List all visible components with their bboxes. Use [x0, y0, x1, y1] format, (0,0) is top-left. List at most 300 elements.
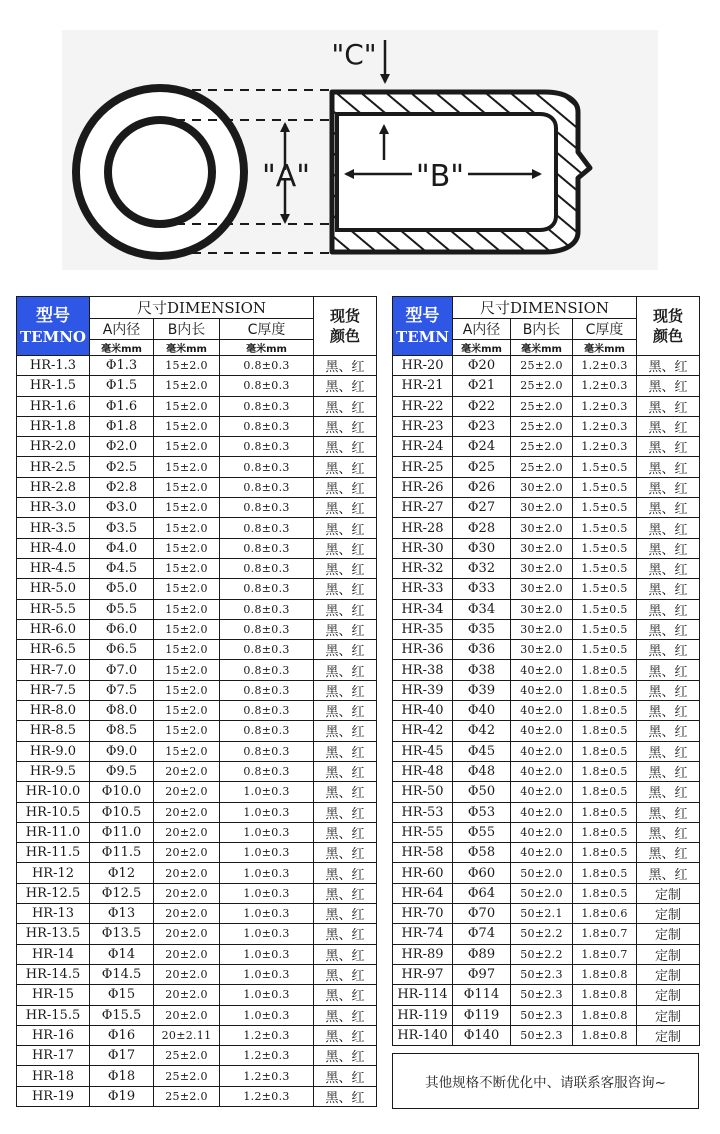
thickness-cell: 1.5±0.5 — [573, 640, 637, 660]
model-cell: HR-5.5 — [17, 599, 90, 619]
inner-diameter-cell: Φ25 — [453, 457, 511, 477]
inner-length-cell: 20±2.0 — [154, 985, 220, 1005]
table-row — [17, 1025, 377, 1045]
inner-length-cell: 50±2.3 — [511, 1005, 573, 1025]
inner-length-cell: 15±2.0 — [154, 356, 220, 376]
stock-color-cell: 黑、红 — [314, 437, 377, 457]
thickness-cell: 1.0±0.3 — [220, 904, 314, 924]
header-unit-b: 毫米mm — [154, 340, 220, 356]
model-cell: HR-35 — [393, 619, 453, 639]
inner-diameter-cell: Φ2.8 — [90, 477, 154, 497]
inner-diameter-cell: Φ22 — [453, 396, 511, 416]
model-cell: HR-4.5 — [17, 558, 90, 578]
table-row — [17, 741, 377, 761]
inner-length-cell: 15±2.0 — [154, 477, 220, 497]
table-row — [393, 904, 700, 924]
table-row — [17, 437, 377, 457]
stock-color-cell: 黑、红 — [314, 660, 377, 680]
inner-diameter-cell: Φ97 — [453, 964, 511, 984]
model-cell: HR-140 — [393, 1025, 453, 1045]
inner-length-cell: 40±2.0 — [511, 660, 573, 680]
inner-diameter-cell: Φ4.0 — [90, 538, 154, 558]
model-cell: HR-38 — [393, 660, 453, 680]
stock-color-cell: 黑、红 — [637, 477, 700, 497]
inner-diameter-cell: Φ27 — [453, 498, 511, 518]
model-cell: HR-30 — [393, 538, 453, 558]
inner-length-cell: 40±2.0 — [511, 680, 573, 700]
stock-color-cell: 黑、红 — [314, 579, 377, 599]
table-row — [393, 660, 700, 680]
stock-color-cell: 黑、红 — [314, 985, 377, 1005]
thickness-cell: 0.8±0.3 — [220, 437, 314, 457]
thickness-cell: 0.8±0.3 — [220, 356, 314, 376]
model-cell: HR-10.5 — [17, 802, 90, 822]
thickness-cell: 1.5±0.5 — [573, 498, 637, 518]
stock-color-cell: 黑、红 — [314, 964, 377, 984]
thickness-cell: 1.0±0.3 — [220, 822, 314, 842]
model-cell: HR-45 — [393, 741, 453, 761]
model-cell: HR-36 — [393, 640, 453, 660]
model-cell: HR-27 — [393, 498, 453, 518]
table-row — [17, 782, 377, 802]
stock-color-cell: 黑、红 — [314, 904, 377, 924]
table-row — [393, 356, 700, 376]
inner-length-cell: 40±2.0 — [511, 741, 573, 761]
table-row — [17, 883, 377, 903]
thickness-cell: 1.5±0.5 — [573, 558, 637, 578]
table-row — [393, 944, 700, 964]
table-row — [393, 640, 700, 660]
model-cell: HR-1.6 — [17, 396, 90, 416]
stock-color-cell: 黑、红 — [637, 376, 700, 396]
inner-diameter-cell: Φ39 — [453, 680, 511, 700]
end-cap-dimension-diagram — [0, 0, 720, 290]
inner-diameter-cell: Φ11.5 — [90, 843, 154, 863]
inner-length-cell: 15±2.0 — [154, 599, 220, 619]
inner-diameter-cell: Φ140 — [453, 1025, 511, 1045]
inner-diameter-cell: Φ53 — [453, 802, 511, 822]
inner-length-cell: 30±2.0 — [511, 640, 573, 660]
thickness-cell: 1.8±0.5 — [573, 863, 637, 883]
inner-diameter-cell: Φ42 — [453, 721, 511, 741]
model-cell: HR-114 — [393, 985, 453, 1005]
model-cell: HR-2.8 — [17, 477, 90, 497]
thickness-cell: 1.8±0.5 — [573, 701, 637, 721]
model-cell: HR-13.5 — [17, 924, 90, 944]
inner-length-cell: 15±2.0 — [154, 396, 220, 416]
inner-length-cell: 15±2.0 — [154, 498, 220, 518]
table-row — [17, 701, 377, 721]
inner-length-cell: 40±2.0 — [511, 701, 573, 721]
thickness-cell: 1.2±0.3 — [573, 376, 637, 396]
inner-length-cell: 20±2.11 — [154, 1025, 220, 1045]
stock-color-cell: 黑、红 — [314, 924, 377, 944]
inner-diameter-cell: Φ36 — [453, 640, 511, 660]
table-row — [393, 437, 700, 457]
table-row — [17, 1066, 377, 1086]
model-cell: HR-28 — [393, 518, 453, 538]
model-cell: HR-11.5 — [17, 843, 90, 863]
model-cell: HR-23 — [393, 416, 453, 436]
thickness-cell: 1.0±0.3 — [220, 802, 314, 822]
thickness-cell: 0.8±0.3 — [220, 680, 314, 700]
table-row — [393, 843, 700, 863]
model-cell: HR-3.0 — [17, 498, 90, 518]
inner-length-cell: 50±2.2 — [511, 944, 573, 964]
stock-color-cell: 黑、红 — [314, 376, 377, 396]
table-row — [17, 558, 377, 578]
dimension-c-label: "C" — [331, 38, 377, 71]
model-cell: HR-97 — [393, 964, 453, 984]
model-cell: HR-21 — [393, 376, 453, 396]
inner-length-cell: 40±2.0 — [511, 761, 573, 781]
table-row — [17, 640, 377, 660]
header-unit-a: 毫米mm — [453, 340, 511, 356]
inner-diameter-cell: Φ55 — [453, 822, 511, 842]
inner-diameter-cell: Φ60 — [453, 863, 511, 883]
inner-length-cell: 50±2.3 — [511, 1025, 573, 1045]
table-row — [393, 619, 700, 639]
stock-color-cell: 黑、红 — [637, 396, 700, 416]
header-model-en: TEMNO — [20, 327, 86, 346]
inner-length-cell: 25±2.0 — [511, 437, 573, 457]
thickness-cell: 1.0±0.3 — [220, 883, 314, 903]
model-cell: HR-19 — [17, 1086, 90, 1106]
table-row — [17, 680, 377, 700]
table-row — [393, 680, 700, 700]
stock-color-cell: 黑、红 — [637, 437, 700, 457]
header-stock-color — [314, 297, 377, 356]
stock-color-cell: 黑、红 — [637, 498, 700, 518]
inner-diameter-cell: Φ14.5 — [90, 964, 154, 984]
inner-length-cell: 15±2.0 — [154, 538, 220, 558]
header-dimension: 尺寸DIMENSION — [453, 297, 637, 319]
thickness-cell: 1.8±0.5 — [573, 660, 637, 680]
inner-length-cell: 15±2.0 — [154, 701, 220, 721]
model-cell: HR-1.3 — [17, 356, 90, 376]
table-row — [393, 376, 700, 396]
thickness-cell: 1.8±0.5 — [573, 741, 637, 761]
model-cell: HR-60 — [393, 863, 453, 883]
stock-color-cell: 黑、红 — [637, 538, 700, 558]
model-cell: HR-10.0 — [17, 782, 90, 802]
inner-diameter-cell: Φ18 — [90, 1066, 154, 1086]
stock-color-cell: 黑、红 — [314, 477, 377, 497]
stock-color-cell: 黑、红 — [637, 843, 700, 863]
table-row — [393, 741, 700, 761]
model-cell: HR-3.5 — [17, 518, 90, 538]
thickness-cell: 1.8±0.8 — [573, 1025, 637, 1045]
model-cell: HR-53 — [393, 802, 453, 822]
inner-diameter-cell: Φ89 — [453, 944, 511, 964]
stock-color-cell: 黑、红 — [314, 843, 377, 863]
inner-diameter-cell: Φ24 — [453, 437, 511, 457]
model-cell: HR-64 — [393, 883, 453, 903]
table-row — [393, 761, 700, 781]
inner-diameter-cell: Φ2.5 — [90, 457, 154, 477]
inner-diameter-cell: Φ8.0 — [90, 701, 154, 721]
stock-color-cell: 黑、红 — [314, 863, 377, 883]
header-model-en: TEMN — [396, 327, 449, 346]
thickness-cell: 1.2±0.3 — [573, 416, 637, 436]
table-row — [393, 498, 700, 518]
table-row — [17, 924, 377, 944]
header-col-c: C厚度 — [220, 319, 314, 340]
thickness-cell: 1.0±0.3 — [220, 1005, 314, 1025]
thickness-cell: 0.8±0.3 — [220, 396, 314, 416]
model-cell: HR-14 — [17, 944, 90, 964]
thickness-cell: 1.5±0.5 — [573, 599, 637, 619]
stock-color-cell: 黑、红 — [314, 782, 377, 802]
inner-length-cell: 50±2.0 — [511, 863, 573, 883]
inner-length-cell: 20±2.0 — [154, 782, 220, 802]
thickness-cell: 0.8±0.3 — [220, 701, 314, 721]
inner-length-cell: 20±2.0 — [154, 863, 220, 883]
stock-color-cell: 黑、红 — [637, 680, 700, 700]
table-row — [17, 396, 377, 416]
model-cell: HR-32 — [393, 558, 453, 578]
dimension-b-label: "B" — [415, 159, 465, 194]
table-row — [393, 883, 700, 903]
table-row — [17, 356, 377, 376]
inner-length-cell: 15±2.0 — [154, 579, 220, 599]
thickness-cell: 1.8±0.5 — [573, 843, 637, 863]
table-row — [17, 457, 377, 477]
inner-length-cell: 20±2.0 — [154, 843, 220, 863]
stock-color-cell: 黑、红 — [637, 782, 700, 802]
table-row — [17, 477, 377, 497]
inner-diameter-cell: Φ50 — [453, 782, 511, 802]
table-row — [17, 1005, 377, 1025]
thickness-cell: 1.2±0.3 — [220, 1025, 314, 1045]
stock-color-cell: 黑、红 — [314, 761, 377, 781]
thickness-cell: 0.8±0.3 — [220, 599, 314, 619]
model-cell: HR-18 — [17, 1066, 90, 1086]
stock-color-cell: 黑、红 — [314, 883, 377, 903]
inner-length-cell: 15±2.0 — [154, 558, 220, 578]
stock-color-cell: 黑、红 — [637, 558, 700, 578]
inner-length-cell: 15±2.0 — [154, 741, 220, 761]
inner-length-cell: 40±2.0 — [511, 822, 573, 842]
thickness-cell: 1.2±0.3 — [220, 1086, 314, 1106]
thickness-cell: 1.0±0.3 — [220, 782, 314, 802]
model-cell: HR-14.5 — [17, 964, 90, 984]
model-cell: HR-24 — [393, 437, 453, 457]
inner-length-cell: 50±2.0 — [511, 883, 573, 903]
inner-length-cell: 25±2.0 — [154, 1086, 220, 1106]
thickness-cell: 1.8±0.8 — [573, 1005, 637, 1025]
model-cell: HR-50 — [393, 782, 453, 802]
stock-color-cell: 黑、红 — [637, 802, 700, 822]
thickness-cell: 0.8±0.3 — [220, 518, 314, 538]
stock-color-cell: 黑、红 — [314, 1066, 377, 1086]
stock-color-cell: 黑、红 — [314, 599, 377, 619]
table-row — [393, 701, 700, 721]
inner-length-cell: 50±2.1 — [511, 904, 573, 924]
table-row — [393, 416, 700, 436]
stock-color-cell: 黑、红 — [314, 1005, 377, 1025]
model-cell: HR-6.0 — [17, 619, 90, 639]
inner-length-cell: 20±2.0 — [154, 924, 220, 944]
model-cell: HR-70 — [393, 904, 453, 924]
table-row — [17, 518, 377, 538]
inner-length-cell: 25±2.0 — [511, 416, 573, 436]
contact-note: 其他规格不断优化中、请联系客服咨询~ — [392, 1053, 699, 1109]
inner-length-cell: 30±2.0 — [511, 518, 573, 538]
table-row — [393, 599, 700, 619]
table-row — [17, 498, 377, 518]
stock-color-cell: 黑、红 — [314, 619, 377, 639]
inner-diameter-cell: Φ20 — [453, 356, 511, 376]
model-cell: HR-42 — [393, 721, 453, 741]
inner-length-cell: 15±2.0 — [154, 680, 220, 700]
table-row — [393, 964, 700, 984]
inner-diameter-cell: Φ5.5 — [90, 599, 154, 619]
table-row — [393, 721, 700, 741]
table-row — [17, 376, 377, 396]
stock-color-cell: 黑、红 — [314, 1046, 377, 1066]
inner-diameter-cell: Φ19 — [90, 1086, 154, 1106]
model-cell: HR-48 — [393, 761, 453, 781]
inner-length-cell: 15±2.0 — [154, 376, 220, 396]
inner-length-cell: 30±2.0 — [511, 619, 573, 639]
thickness-cell: 0.8±0.3 — [220, 376, 314, 396]
inner-diameter-cell: Φ28 — [453, 518, 511, 538]
header-model-cn: 型号 — [36, 305, 70, 326]
model-cell: HR-4.0 — [17, 538, 90, 558]
table-row — [393, 782, 700, 802]
stock-color-cell: 黑、红 — [314, 741, 377, 761]
table-row — [393, 518, 700, 538]
header-stock-color-text: 现货颜色 — [653, 307, 684, 345]
table-row — [17, 904, 377, 924]
stock-color-cell: 黑、红 — [314, 944, 377, 964]
inner-length-cell: 25±2.0 — [511, 356, 573, 376]
stock-color-cell: 黑、红 — [637, 356, 700, 376]
table-row — [393, 579, 700, 599]
inner-diameter-cell: Φ2.0 — [90, 437, 154, 457]
table-row — [17, 416, 377, 436]
stock-color-cell: 黑、红 — [314, 680, 377, 700]
thickness-cell: 1.8±0.6 — [573, 904, 637, 924]
inner-length-cell: 25±2.0 — [154, 1046, 220, 1066]
inner-diameter-cell: Φ9.5 — [90, 761, 154, 781]
model-cell: HR-39 — [393, 680, 453, 700]
model-cell: HR-11.0 — [17, 822, 90, 842]
thickness-cell: 0.8±0.3 — [220, 721, 314, 741]
stock-color-cell: 黑、红 — [637, 640, 700, 660]
thickness-cell: 1.8±0.8 — [573, 985, 637, 1005]
stock-color-cell: 黑、红 — [314, 518, 377, 538]
stock-color-cell: 定制 — [637, 985, 700, 1005]
model-cell: HR-1.5 — [17, 376, 90, 396]
model-cell: HR-20 — [393, 356, 453, 376]
inner-diameter-cell: Φ34 — [453, 599, 511, 619]
inner-length-cell: 25±2.0 — [511, 376, 573, 396]
table-row — [17, 964, 377, 984]
model-cell: HR-89 — [393, 944, 453, 964]
inner-diameter-cell: Φ11.0 — [90, 822, 154, 842]
inner-diameter-cell: Φ10.5 — [90, 802, 154, 822]
inner-diameter-cell: Φ15.5 — [90, 1005, 154, 1025]
model-cell: HR-9.5 — [17, 761, 90, 781]
inner-diameter-cell: Φ7.0 — [90, 660, 154, 680]
stock-color-cell: 黑、红 — [637, 518, 700, 538]
header-unit-b: 毫米mm — [511, 340, 573, 356]
inner-diameter-cell: Φ1.8 — [90, 416, 154, 436]
thickness-cell: 1.8±0.5 — [573, 721, 637, 741]
stock-color-cell: 黑、红 — [314, 822, 377, 842]
thickness-cell: 0.8±0.3 — [220, 498, 314, 518]
inner-diameter-cell: Φ30 — [453, 538, 511, 558]
cap-front-view — [76, 88, 244, 256]
thickness-cell: 1.5±0.5 — [573, 477, 637, 497]
table-row — [393, 558, 700, 578]
stock-color-cell: 定制 — [637, 924, 700, 944]
table-row — [17, 944, 377, 964]
stock-color-cell: 黑、红 — [637, 457, 700, 477]
inner-diameter-cell: Φ4.5 — [90, 558, 154, 578]
inner-diameter-cell: Φ12.5 — [90, 883, 154, 903]
thickness-cell: 1.0±0.3 — [220, 924, 314, 944]
inner-diameter-cell: Φ9.0 — [90, 741, 154, 761]
table-row — [17, 579, 377, 599]
spec-table-right — [392, 296, 700, 1046]
stock-color-cell: 黑、红 — [314, 1025, 377, 1045]
inner-diameter-cell: Φ6.0 — [90, 619, 154, 639]
stock-color-cell: 黑、红 — [637, 416, 700, 436]
inner-diameter-cell: Φ70 — [453, 904, 511, 924]
inner-length-cell: 20±2.0 — [154, 1005, 220, 1025]
inner-length-cell: 15±2.0 — [154, 660, 220, 680]
table-row — [17, 538, 377, 558]
model-cell: HR-7.0 — [17, 660, 90, 680]
inner-diameter-cell: Φ58 — [453, 843, 511, 863]
stock-color-cell: 黑、红 — [637, 721, 700, 741]
model-cell: HR-7.5 — [17, 680, 90, 700]
thickness-cell: 1.0±0.3 — [220, 985, 314, 1005]
thickness-cell: 1.8±0.5 — [573, 802, 637, 822]
model-cell: HR-13 — [17, 904, 90, 924]
model-cell: HR-8.0 — [17, 701, 90, 721]
inner-diameter-cell: Φ14 — [90, 944, 154, 964]
thickness-cell: 1.8±0.7 — [573, 944, 637, 964]
inner-length-cell: 30±2.0 — [511, 538, 573, 558]
stock-color-cell: 黑、红 — [637, 761, 700, 781]
model-cell: HR-12 — [17, 863, 90, 883]
inner-length-cell: 20±2.0 — [154, 964, 220, 984]
thickness-cell: 1.2±0.3 — [573, 356, 637, 376]
table-row — [17, 822, 377, 842]
inner-length-cell: 15±2.0 — [154, 457, 220, 477]
inner-diameter-cell: Φ48 — [453, 761, 511, 781]
inner-diameter-cell: Φ26 — [453, 477, 511, 497]
inner-length-cell: 30±2.0 — [511, 579, 573, 599]
thickness-cell: 1.8±0.5 — [573, 822, 637, 842]
inner-diameter-cell: Φ23 — [453, 416, 511, 436]
thickness-cell: 1.8±0.7 — [573, 924, 637, 944]
inner-diameter-cell: Φ13 — [90, 904, 154, 924]
header-col-a: A内径 — [453, 319, 511, 340]
thickness-cell: 1.2±0.3 — [573, 437, 637, 457]
thickness-cell: 1.5±0.5 — [573, 457, 637, 477]
inner-length-cell: 25±2.0 — [511, 396, 573, 416]
table-row — [17, 802, 377, 822]
thickness-cell: 1.8±0.5 — [573, 883, 637, 903]
model-cell: HR-8.5 — [17, 721, 90, 741]
thickness-cell: 1.5±0.5 — [573, 619, 637, 639]
stock-color-cell: 定制 — [637, 1025, 700, 1045]
